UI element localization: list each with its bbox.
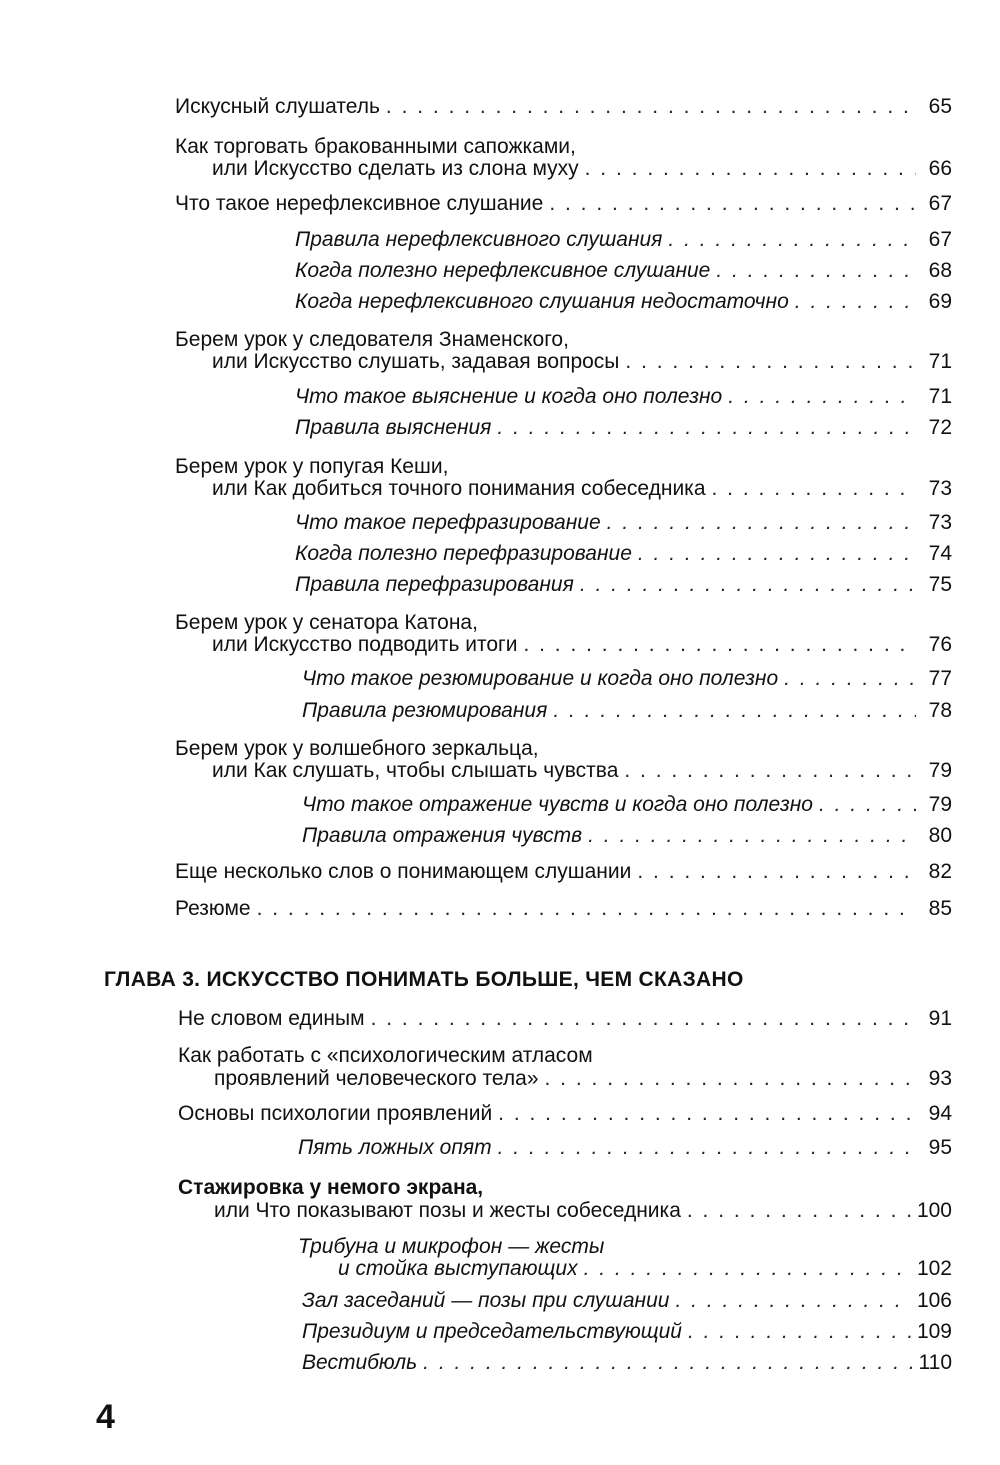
toc-entry-title: Когда нерефлексивного слушания недостаточно xyxy=(295,290,789,313)
toc-entry-title-line1: Берем урок у волшебного зеркальца, xyxy=(175,737,539,760)
toc-entry-page: 102 xyxy=(916,1257,952,1280)
toc-entry xyxy=(295,289,952,315)
toc-entry-title-line1: Трибуна и микрофон — жесты xyxy=(298,1235,605,1258)
toc-entry-page: 65 xyxy=(928,95,952,118)
toc-entry-title: Правила нерефлексивного слушания xyxy=(295,228,663,251)
leader-dots xyxy=(553,698,916,724)
toc-entry-title: Что такое нерефлексивное слушание xyxy=(175,192,544,215)
toc-entry-title: Не словом единым xyxy=(178,1007,365,1030)
toc-entry xyxy=(295,384,952,410)
toc-entry-title: Еще несколько слов о понимающем слушании xyxy=(175,860,632,883)
toc-entry xyxy=(295,541,952,567)
toc-entry-page: 77 xyxy=(928,667,952,690)
toc-entry-page: 82 xyxy=(928,860,952,883)
leader-dots xyxy=(585,156,916,182)
toc-entry xyxy=(302,698,952,724)
toc-entry-title: Что такое резюмирование и когда оно полезно xyxy=(302,667,779,690)
toc-entry-title: Искусный слушатель xyxy=(175,95,380,118)
toc-entry xyxy=(214,1198,952,1224)
leader-dots xyxy=(784,666,916,692)
leader-dots xyxy=(819,792,916,818)
toc-entry xyxy=(302,792,952,818)
toc-entry-title-line1: Берем урок у сенатора Катона, xyxy=(175,611,478,634)
toc-entry-page: 79 xyxy=(928,759,952,782)
toc-entry xyxy=(302,1350,952,1376)
toc-entry xyxy=(338,1256,952,1282)
toc-entry-title-line1: Как работать с «психологическим атласом xyxy=(178,1044,593,1067)
toc-entry-title-line2: или Искусство подводить итоги xyxy=(212,633,518,656)
toc-entry-title: Президиум и председательствующий xyxy=(302,1320,682,1343)
leader-dots xyxy=(523,632,916,658)
leader-dots xyxy=(625,349,916,375)
toc-entry xyxy=(302,1288,952,1314)
toc-entry-page: 78 xyxy=(928,699,952,722)
toc-entry-title: Правила резюмирования xyxy=(302,699,548,722)
leader-dots xyxy=(687,1198,911,1224)
toc-entry-page: 93 xyxy=(928,1067,952,1090)
chapter-heading: ГЛАВА 3. ИСКУССТВО ПОНИМАТЬ БОЛЬШЕ, ЧЕМ СКАЗАНО xyxy=(104,968,744,991)
toc-entry-title-line2: или Искусство слушать, задавая вопросы xyxy=(212,350,620,373)
leader-dots xyxy=(545,1066,916,1092)
toc-entry-page: 76 xyxy=(928,633,952,656)
toc-entry xyxy=(295,258,952,284)
toc-entry-title: Что такое перефразирование xyxy=(295,511,601,534)
leader-dots xyxy=(549,191,916,217)
toc-entry-title: Когда полезно перефразирование xyxy=(295,542,632,565)
toc-entry xyxy=(212,156,952,182)
toc-entry-page: 109 xyxy=(916,1320,952,1343)
toc-entry-title-line2: или Что показывают позы и жесты собеседника xyxy=(214,1199,681,1222)
leader-dots xyxy=(728,384,916,410)
toc-entry-title: Зал заседаний — позы при слушании xyxy=(302,1289,670,1312)
toc-entry xyxy=(178,1006,952,1032)
toc-entry-page: 91 xyxy=(928,1007,952,1030)
toc-entry xyxy=(175,896,952,922)
leader-dots xyxy=(795,289,916,315)
toc-entry xyxy=(302,666,952,692)
toc-entry xyxy=(175,191,952,217)
leader-dots xyxy=(497,415,916,441)
toc-entry-page: 110 xyxy=(918,1351,952,1374)
toc-entry xyxy=(295,510,952,536)
leader-dots xyxy=(257,896,916,922)
leader-dots xyxy=(637,859,916,885)
toc-entry-title: Основы психологии проявлений xyxy=(178,1102,493,1125)
leader-dots xyxy=(498,1135,916,1161)
toc-entry xyxy=(175,94,952,120)
toc-entry xyxy=(212,758,952,784)
toc-entry-title-line2: или Искусство сделать из слона муху xyxy=(212,157,579,180)
toc-entry xyxy=(212,632,952,658)
toc-entry-page: 106 xyxy=(916,1289,952,1312)
leader-dots xyxy=(638,541,916,567)
toc-entry-page: 71 xyxy=(928,350,952,373)
leader-dots xyxy=(668,227,916,253)
leader-dots xyxy=(423,1350,912,1376)
toc-entry-page: 85 xyxy=(928,897,952,920)
leader-dots xyxy=(607,510,916,536)
leader-dots xyxy=(580,572,916,598)
toc-entry-page: 67 xyxy=(928,192,952,215)
toc-entry-title-line2: проявлений человеческого тела» xyxy=(214,1067,539,1090)
toc-entry-title-line1: Как торговать бракованными сапожками, xyxy=(175,135,576,158)
toc-entry-page: 75 xyxy=(928,573,952,596)
leader-dots xyxy=(498,1101,916,1127)
toc-entry-page: 66 xyxy=(928,157,952,180)
leader-dots xyxy=(688,1319,911,1345)
leader-dots xyxy=(712,476,916,502)
leader-dots xyxy=(624,758,916,784)
leader-dots xyxy=(386,94,916,120)
toc-entry xyxy=(302,1319,952,1345)
leader-dots xyxy=(584,1256,911,1282)
toc-entry-title: Правила выяснения xyxy=(295,416,492,439)
toc-entry xyxy=(302,823,952,849)
toc-entry xyxy=(214,1066,952,1092)
toc-entry-title-line2: или Как слушать, чтобы слышать чувства xyxy=(212,759,619,782)
toc-entry-page: 72 xyxy=(928,416,952,439)
toc-entry-title-line2: и стойка выступающих xyxy=(338,1257,578,1280)
toc-entry-page: 80 xyxy=(928,824,952,847)
toc-entry-page: 68 xyxy=(928,259,952,282)
toc-entry xyxy=(295,415,952,441)
toc-entry-title: Вестибюль xyxy=(302,1351,418,1374)
toc-entry-page: 94 xyxy=(928,1102,952,1125)
leader-dots xyxy=(716,258,916,284)
toc-entry xyxy=(295,572,952,598)
toc-entry-page: 100 xyxy=(916,1199,952,1222)
toc-entry xyxy=(175,859,952,885)
toc-entry-page: 95 xyxy=(928,1136,952,1159)
toc-entry-title-line1: Берем урок у следователя Знаменского, xyxy=(175,328,569,351)
toc-entry-title-line1: Берем урок у попугая Кеши, xyxy=(175,455,449,478)
toc-entry-page: 74 xyxy=(928,542,952,565)
toc-entry-title: Правила отражения чувств xyxy=(302,824,583,847)
toc-entry-page: 73 xyxy=(928,477,952,500)
toc-entry xyxy=(212,476,952,502)
page-number: 4 xyxy=(96,1398,115,1436)
toc-entry-title: Что такое отражение чувств и когда оно полезно xyxy=(302,793,813,816)
toc-entry-page: 69 xyxy=(928,290,952,313)
toc-entry-title-line1: Стажировка у немого экрана, xyxy=(178,1176,484,1199)
leader-dots xyxy=(675,1288,910,1314)
toc-entry xyxy=(212,349,952,375)
toc-entry xyxy=(298,1135,952,1161)
toc-entry-title: Что такое выяснение и когда оно полезно xyxy=(295,385,723,408)
toc-entry xyxy=(295,227,952,253)
toc-entry-page: 67 xyxy=(928,228,952,251)
toc-entry-page: 73 xyxy=(928,511,952,534)
toc-entry-title: Резюме xyxy=(175,897,251,920)
toc-entry-title: Правила перефразирования xyxy=(295,573,574,596)
leader-dots xyxy=(371,1006,916,1032)
toc-entry xyxy=(178,1101,952,1127)
toc-entry-title-line2: или Как добиться точного понимания собеседника xyxy=(212,477,706,500)
leader-dots xyxy=(588,823,916,849)
toc-entry-title: Пять ложных опят xyxy=(298,1136,492,1159)
toc-entry-page: 71 xyxy=(928,385,952,408)
toc-entry-page: 79 xyxy=(928,793,952,816)
toc-entry-title: Когда полезно нерефлексивное слушание xyxy=(295,259,711,282)
